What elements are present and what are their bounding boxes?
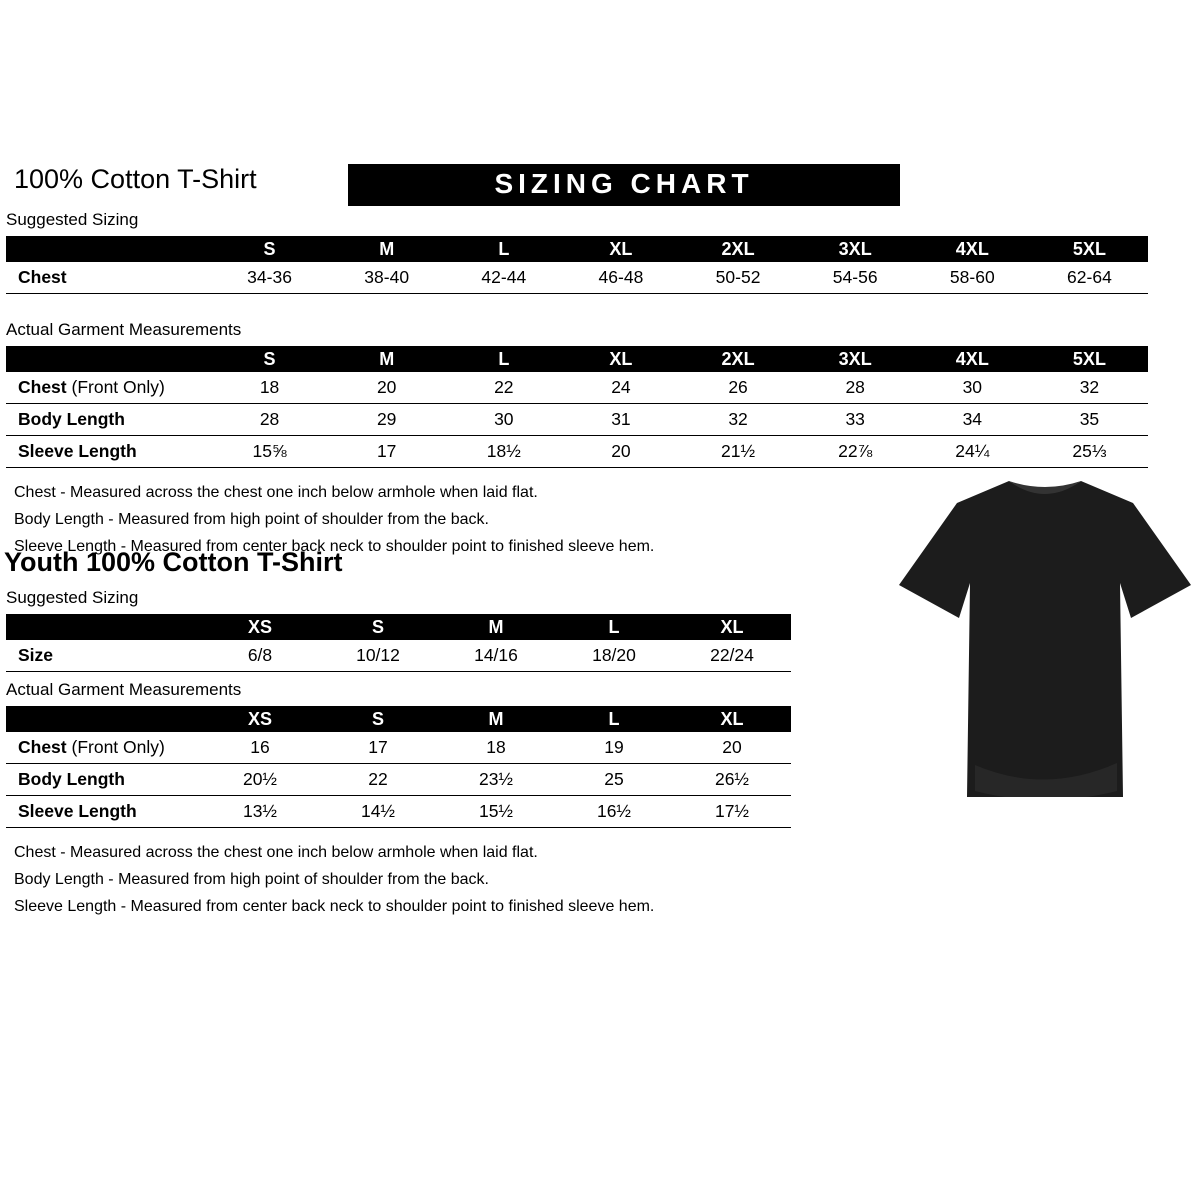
- youth-garment-measurements-label: Actual Garment Measurements: [6, 680, 242, 699]
- row-label: Sleeve Length: [6, 796, 201, 828]
- size-column-header: L: [445, 236, 562, 262]
- measurement-note: Sleeve Length - Measured from center back neck to shoulder point to finished sleeve hem.: [14, 898, 655, 915]
- size-column-header: M: [328, 346, 445, 372]
- size-column-header: L: [445, 346, 562, 372]
- header-row: [6, 614, 791, 640]
- row-label: Chest (Front Only): [6, 732, 201, 764]
- size-value-cell: 38-40: [328, 262, 445, 294]
- size-value-cell: 31: [562, 404, 679, 436]
- size-value-cell: 22⅞: [797, 436, 914, 468]
- size-value-cell: 22: [445, 372, 562, 404]
- size-value-cell: 33: [797, 404, 914, 436]
- size-column-header: M: [328, 236, 445, 262]
- table-corner: [6, 614, 201, 640]
- size-column-header: 2XL: [680, 236, 797, 262]
- table-row: [6, 796, 791, 828]
- size-value-cell: 17: [319, 732, 437, 764]
- size-column-header: S: [319, 614, 437, 640]
- size-column-header: L: [555, 706, 673, 732]
- youth-title: Youth 100% Cotton T-Shirt: [4, 547, 343, 577]
- size-column-header: XL: [673, 614, 791, 640]
- row-label: Sleeve Length: [6, 436, 211, 468]
- size-value-cell: 28: [797, 372, 914, 404]
- size-value-cell: 15½: [437, 796, 555, 828]
- row-label: Chest (Front Only): [6, 372, 211, 404]
- size-value-cell: 23½: [437, 764, 555, 796]
- table-row: [6, 640, 791, 672]
- header-row: [14, 164, 900, 206]
- size-value-cell: 14/16: [437, 640, 555, 672]
- size-value-cell: 24: [562, 372, 679, 404]
- size-value-cell: 50-52: [680, 262, 797, 294]
- size-value-cell: 26½: [673, 764, 791, 796]
- size-value-cell: 18: [211, 372, 328, 404]
- size-value-cell: 15⅝: [211, 436, 328, 468]
- table-row: [6, 404, 1148, 436]
- sizing-chart-banner: SIZING CHART: [348, 164, 900, 206]
- size-value-cell: 16: [201, 732, 319, 764]
- size-value-cell: 26: [680, 372, 797, 404]
- size-value-cell: 20: [673, 732, 791, 764]
- header-row: [6, 236, 1148, 262]
- table-row: [6, 372, 1148, 404]
- size-column-header: S: [211, 346, 328, 372]
- size-value-cell: 10/12: [319, 640, 437, 672]
- tshirt-graphic: [895, 465, 1195, 810]
- size-value-cell: 18½: [445, 436, 562, 468]
- size-value-cell: 28: [211, 404, 328, 436]
- size-value-cell: 22: [319, 764, 437, 796]
- size-value-cell: 14½: [319, 796, 437, 828]
- size-value-cell: 35: [1031, 404, 1148, 436]
- youth-garment-measurements-table: [6, 706, 791, 828]
- size-column-header: 2XL: [680, 346, 797, 372]
- tshirt-image: [895, 465, 1195, 810]
- measurement-note: Body Length - Measured from high point of shoulder from the back.: [14, 511, 489, 528]
- table-corner: [6, 346, 211, 372]
- size-value-cell: 24¼: [914, 436, 1031, 468]
- adult-suggested-sizing-table: [6, 236, 1148, 294]
- size-column-header: 3XL: [797, 236, 914, 262]
- size-value-cell: 34-36: [211, 262, 328, 294]
- size-value-cell: 34: [914, 404, 1031, 436]
- size-column-header: XL: [562, 346, 679, 372]
- adult-garment-measurements-table: [6, 346, 1148, 468]
- size-column-header: XL: [562, 236, 679, 262]
- size-value-cell: 20: [562, 436, 679, 468]
- size-value-cell: 20: [328, 372, 445, 404]
- row-label: Chest: [6, 262, 211, 294]
- youth-suggested-sizing-label: Suggested Sizing: [6, 588, 139, 607]
- table-corner: [6, 236, 211, 262]
- size-value-cell: 54-56: [797, 262, 914, 294]
- size-value-cell: 6/8: [201, 640, 319, 672]
- header-row: [6, 706, 791, 732]
- youth-measurement-notes: [14, 839, 806, 920]
- size-value-cell: 29: [328, 404, 445, 436]
- size-column-header: 5XL: [1031, 346, 1148, 372]
- size-value-cell: 20½: [201, 764, 319, 796]
- size-value-cell: 18/20: [555, 640, 673, 672]
- size-column-header: 3XL: [797, 346, 914, 372]
- table-row: [6, 732, 791, 764]
- youth-suggested-sizing-table: [6, 614, 791, 672]
- size-column-header: L: [555, 614, 673, 640]
- size-column-header: 5XL: [1031, 236, 1148, 262]
- row-label: Body Length: [6, 404, 211, 436]
- size-column-header: XS: [201, 614, 319, 640]
- size-column-header: M: [437, 706, 555, 732]
- size-value-cell: 13½: [201, 796, 319, 828]
- table-row: [6, 436, 1148, 468]
- size-value-cell: 17½: [673, 796, 791, 828]
- size-column-header: 4XL: [914, 236, 1031, 262]
- adult-suggested-sizing-label: Suggested Sizing: [6, 210, 139, 229]
- measurement-note: Body Length - Measured from high point of shoulder from the back.: [14, 871, 489, 888]
- measurement-note: Sleeve Length - Measured from center back neck to shoulder point to finished sleeve hem.: [14, 538, 655, 555]
- size-value-cell: 46-48: [562, 262, 679, 294]
- size-column-header: M: [437, 614, 555, 640]
- size-column-header: XL: [673, 706, 791, 732]
- size-value-cell: 25: [555, 764, 673, 796]
- size-value-cell: 32: [1031, 372, 1148, 404]
- adult-garment-measurements-label: Actual Garment Measurements: [6, 320, 242, 339]
- page-title: 100% Cotton T-Shirt: [14, 164, 257, 194]
- youth-section: [6, 547, 806, 920]
- size-value-cell: 21½: [680, 436, 797, 468]
- size-column-header: S: [319, 706, 437, 732]
- size-column-header: 4XL: [914, 346, 1031, 372]
- size-value-cell: 18: [437, 732, 555, 764]
- size-column-header: XS: [201, 706, 319, 732]
- size-value-cell: 25⅓: [1031, 436, 1148, 468]
- tshirt-body-shape: [899, 481, 1191, 797]
- table-row: [6, 262, 1148, 294]
- size-value-cell: 30: [914, 372, 1031, 404]
- size-value-cell: 62-64: [1031, 262, 1148, 294]
- size-value-cell: 22/24: [673, 640, 791, 672]
- header-row: [6, 346, 1148, 372]
- row-label: Size: [6, 640, 201, 672]
- size-value-cell: 19: [555, 732, 673, 764]
- size-value-cell: 17: [328, 436, 445, 468]
- size-value-cell: 16½: [555, 796, 673, 828]
- size-value-cell: 30: [445, 404, 562, 436]
- size-value-cell: 42-44: [445, 262, 562, 294]
- size-value-cell: 32: [680, 404, 797, 436]
- measurement-note: Chest - Measured across the chest one inch below armhole when laid flat.: [14, 844, 538, 861]
- size-value-cell: 58-60: [914, 262, 1031, 294]
- size-column-header: S: [211, 236, 328, 262]
- table-row: [6, 764, 791, 796]
- row-label: Body Length: [6, 764, 201, 796]
- table-corner: [6, 706, 201, 732]
- measurement-note: Chest - Measured across the chest one inch below armhole when laid flat.: [14, 484, 538, 501]
